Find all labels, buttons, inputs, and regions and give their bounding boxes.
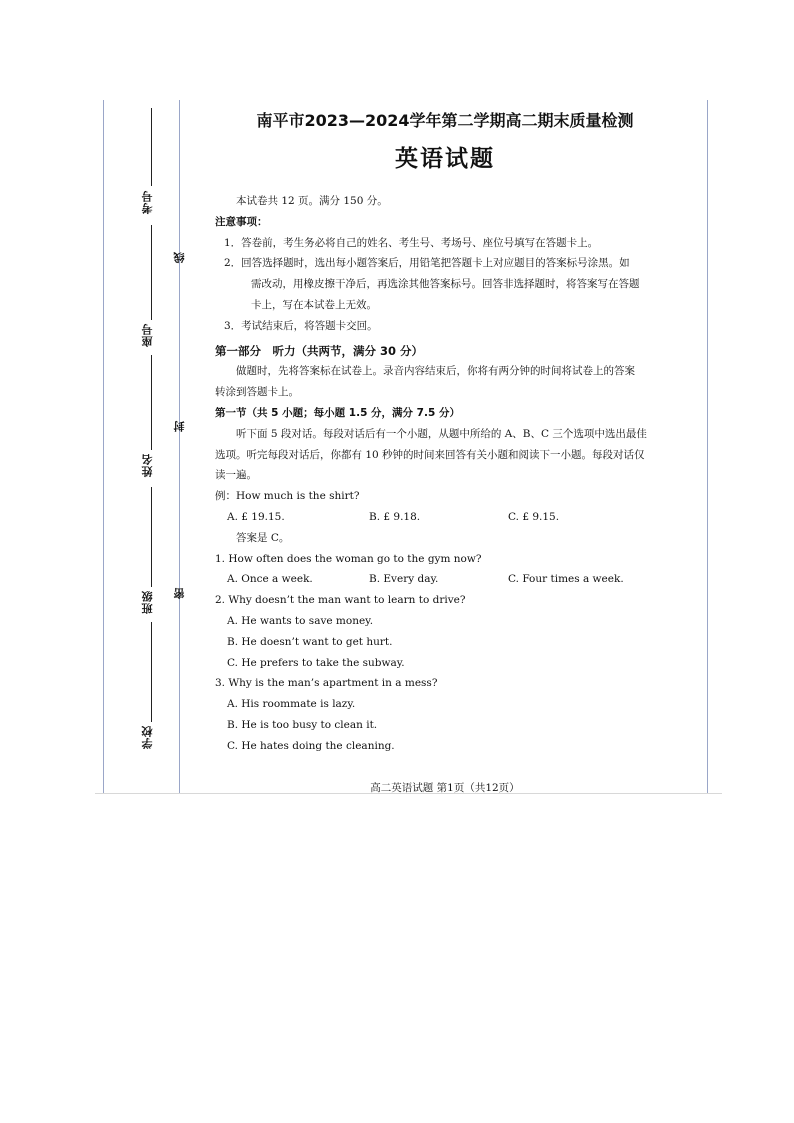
example-options bbox=[215, 507, 675, 528]
binding-border bbox=[179, 100, 180, 794]
part1-instruction: 转涂到答题卡上。 bbox=[215, 386, 299, 399]
option-b: B. £ 9.18. bbox=[369, 510, 421, 523]
notice-item: 1．答卷前，考生务必将自己的姓名、考生号、考场号、座位号填写在答题卡上。 bbox=[224, 236, 599, 249]
part1-heading: 第一部分 听力（共两节，满分 30 分） bbox=[215, 343, 424, 358]
school-blank bbox=[151, 622, 152, 722]
question-text: 3. Why is the man’s apartment in a mess? bbox=[215, 677, 438, 690]
option-c: C. He hates doing the cleaning. bbox=[227, 739, 395, 752]
notice-item-continued: 需改动，用橡皮擦干净后，再选涂其他答案标号。回答非选择题时，将答案写在答题 bbox=[251, 278, 640, 291]
exam-content bbox=[215, 191, 675, 757]
section1-instruction: 选项。听完每段对话后，你都有 10 秒钟的时间来回答有关小题和阅读下一小题。每段对话仅 bbox=[215, 448, 645, 461]
right-margin-border bbox=[707, 100, 708, 794]
class-blank bbox=[151, 487, 152, 587]
option-c: C. £ 9.15. bbox=[508, 510, 560, 523]
option-c: C. Four times a week. bbox=[508, 573, 624, 586]
example-question: 例：How much is the shirt? bbox=[215, 490, 360, 503]
seat-number-label: 座号 bbox=[141, 323, 154, 347]
seal-mark-xian: 线 bbox=[173, 252, 186, 263]
name-blank bbox=[151, 355, 152, 450]
question-options bbox=[215, 569, 675, 590]
exam-number-blank bbox=[151, 108, 152, 186]
question-text: 2. Why doesn’t the man want to learn to drive? bbox=[215, 594, 466, 607]
class-label: 班级 bbox=[141, 590, 154, 614]
question-text: 1. How often does the woman go to the gym now? bbox=[215, 552, 482, 565]
section1-instruction: 读一遍。 bbox=[215, 469, 257, 482]
seal-mark-mi: 密 bbox=[173, 588, 186, 599]
example-answer: 答案是 C。 bbox=[236, 531, 290, 544]
option-a: A. He wants to save money. bbox=[227, 614, 374, 627]
option-a: A. £ 19.15. bbox=[227, 510, 285, 523]
notice-heading: 注意事项： bbox=[215, 215, 268, 228]
option-a: A. Once a week. bbox=[227, 573, 313, 586]
option-b: B. Every day. bbox=[369, 573, 439, 586]
exam-subject-title: 英语试题 bbox=[395, 145, 495, 172]
notice-item-continued: 卡上，写在本试卷上无效。 bbox=[251, 298, 377, 311]
notice-item: 3．考试结束后，将答题卡交回。 bbox=[224, 319, 378, 332]
page-footer: 高二英语试题 第1页（共12页） bbox=[370, 782, 520, 794]
option-b: B. He is too busy to clean it. bbox=[227, 718, 378, 731]
summary-line: 本试卷共 12 页。满分 150 分。 bbox=[236, 195, 388, 207]
section1-instruction: 听下面 5 段对话。每段对话后有一个小题，从题中所给的 A、B、C 三个选项中选出最佳 bbox=[236, 427, 647, 440]
option-c: C. He prefers to take the subway. bbox=[227, 656, 405, 669]
school-label: 学校 bbox=[141, 725, 154, 749]
exam-number-label: 考号 bbox=[141, 190, 154, 214]
section1-heading: 第一节（共 5 小题；每小题 1.5 分，满分 7.5 分） bbox=[215, 406, 460, 419]
exam-title: 南平市2023—2024学年第二学期高二期末质量检测 bbox=[256, 111, 634, 130]
notice-item: 2．回答选择题时，选出每小题答案后，用铅笔把答题卡上对应题目的答案标号涂黑。如 bbox=[224, 257, 630, 270]
option-b: B. He doesn’t want to get hurt. bbox=[227, 635, 393, 648]
name-label: 姓名 bbox=[141, 453, 154, 477]
left-margin-border bbox=[103, 100, 104, 794]
option-a: A. His roommate is lazy. bbox=[227, 698, 356, 711]
seat-number-blank bbox=[151, 225, 152, 320]
part1-instruction: 做题时，先将答案标在试卷上。录音内容结束后，你将有两分钟的时间将试卷上的答案 bbox=[236, 365, 635, 378]
seal-mark-feng: 封 bbox=[173, 421, 186, 432]
